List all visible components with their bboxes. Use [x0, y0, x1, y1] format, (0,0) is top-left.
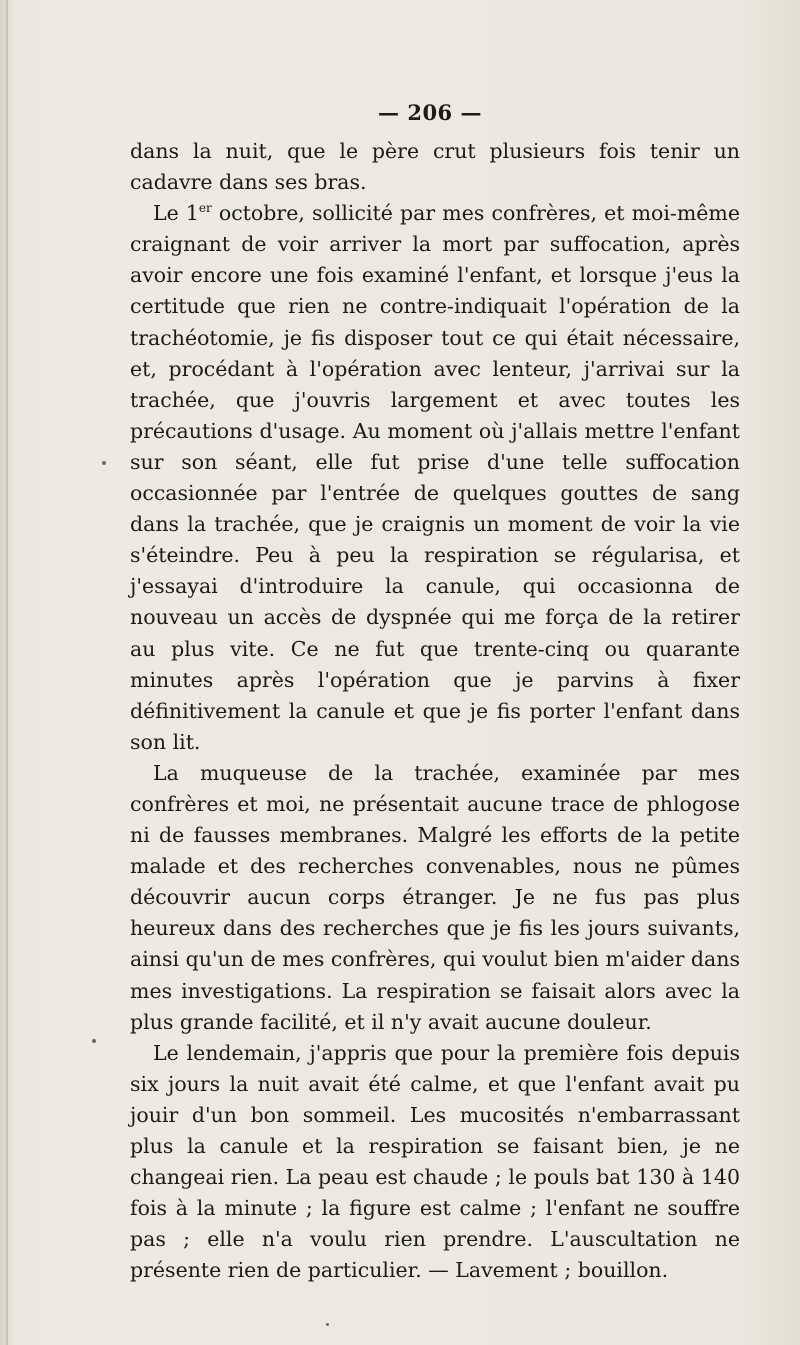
body-text: [130, 136, 740, 1286]
page-number: — 206 —: [378, 100, 482, 125]
print-speck: [326, 1323, 329, 1326]
ordinal-superscript: er: [198, 201, 212, 216]
paragraph-lead: Le 1: [153, 201, 199, 226]
print-speck: [92, 1039, 96, 1043]
gutter-shadow: [6, 0, 8, 1345]
paragraph-continuation: dans la nuit, que le père crut plusieurs fois tenir un cadavre dans ses bras.: [130, 139, 740, 195]
paragraph-examination: La muqueuse de la trachée, examinée par mes confrères et moi, ne présentait aucune trace de phlogose ni de fausses membranes. Malgré les efforts de la petite malade et des recherches convenables, nous ne pûmes découvrir aucun corps étranger. Je ne fus pas plus heureux dans des recherches que je fis les jours suivants, ainsi qu'un de mes confrères, qui voulut bien m'aider dans mes investigations. La respiration se faisait alors avec la plus grande facilité, et il n'y avait aucune douleur.: [130, 760, 740, 1034]
paragraph-next-day: Le lendemain, j'appris que pour la première fois depuis six jours la nuit avait été calme, et que l'enfant avait pu jouir d'un bon sommeil. Les mucosités n'embarrassant plus la canule et la respiration se faisant bien, je ne changeai rien. La peau est chaude ; le pouls bat 130 à 140 fois à la minute ; la figure est calme ; l'enfant ne souffre pas ; elle n'a voulu rien prendre. L'auscultation ne présente rien de particulier. — Lavement ; bouillon.: [130, 1040, 740, 1283]
print-speck: [102, 461, 106, 465]
paragraph-operation: [130, 198, 740, 758]
paragraph-body: octobre, sollicité par mes confrères, et moi-même craignant de voir arriver la mort par suffocation, après avoir encore une fois examiné l'enfant, et lorsque j'eus la certitude que rien ne contre-indiquait l'opération de la trachéotomie, je fis disposer tout ce qui était nécessaire, et, procédant à l'opération avec lenteur, j'arrivai sur la trachée, que j'ouvris largement et avec toutes les précautions d'usage. Au moment où j'allais mettre l'enfant sur son séant, elle fut prise d'une telle suffocation occasionnée par l'entrée de quelques gouttes de sang dans la trachée, que je craignis un moment de voir la vie s'éteindre. Peu à peu la respiration se régularisa, et j'essayai d'introduire la canule, qui occasionna de nouveau un accès de dyspnée qui me força de la retirer au plus vite. Ce ne fut que trente-cinq ou quarante minutes après l'opération que je parvins à fixer définitivement la canule et que je fis porter l'enfant dans son lit.: [130, 201, 740, 754]
